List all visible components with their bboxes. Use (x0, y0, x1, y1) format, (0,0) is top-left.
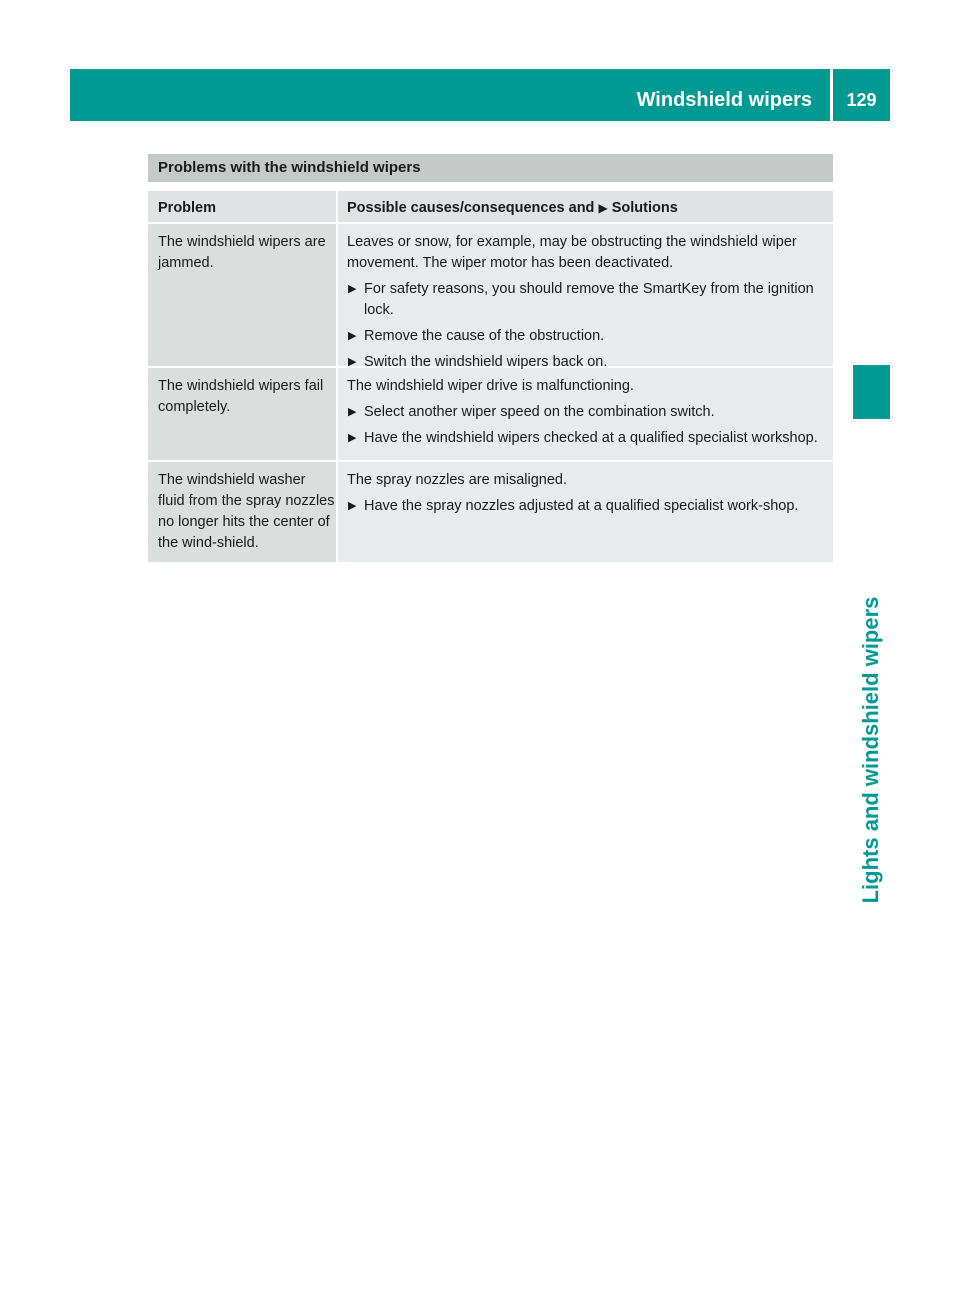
arrow-right-icon: ▶ (348, 406, 357, 418)
header-solutions (336, 191, 833, 222)
step-text: Have the spray nozzles adjusted at a qualified specialist work-shop. (364, 498, 799, 514)
step-text: Select another wiper speed on the combination switch. (364, 404, 715, 420)
table-row (148, 368, 833, 462)
arrow-right-icon: ▶ (598, 201, 608, 215)
step-text: Switch the windshield wipers back on. (364, 354, 608, 370)
step-text: Remove the cause of the obstruction. (364, 328, 605, 344)
cause-text: Leaves or snow, for example, may be obstructing the windshield wiper movement. The wiper motor has been deactivated. (347, 234, 797, 271)
table-row (148, 462, 833, 564)
solution-step (347, 352, 825, 373)
problem-cell: The windshield wipers are jammed. (148, 224, 336, 366)
solution-step (347, 326, 825, 347)
solution-cell (336, 368, 833, 460)
arrow-right-icon: ▶ (348, 330, 357, 342)
problems-table (148, 154, 833, 564)
problem-cell: The windshield washer fluid from the spray nozzles no longer hits the center of the wind-shield. (148, 462, 336, 562)
solution-step (347, 428, 825, 449)
table-title: Problems with the windshield wipers (148, 154, 833, 182)
page-header-bar (70, 69, 890, 121)
table-row (148, 224, 833, 368)
step-text: For safety reasons, you should remove the SmartKey from the ignition lock. (364, 281, 814, 318)
arrow-right-icon: ▶ (348, 500, 357, 512)
problem-cell: The windshield wipers fail completely. (148, 368, 336, 460)
solution-step (347, 279, 825, 321)
arrow-right-icon: ▶ (348, 356, 357, 368)
solution-step (347, 402, 825, 423)
chapter-label: Lights and windshield wipers (858, 596, 883, 904)
chapter-tab-marker (853, 365, 890, 419)
header-solutions-suffix: Solutions (611, 200, 678, 216)
step-text: Have the windshield wipers checked at a qualified specialist workshop. (364, 430, 818, 446)
solution-cell (336, 224, 833, 370)
table-header-row (148, 191, 833, 224)
header-solutions-prefix: Possible causes/consequences and (347, 200, 595, 216)
cause-text: The spray nozzles are misaligned. (347, 472, 568, 488)
section-title: Windshield wipers (636, 89, 812, 111)
solution-step (347, 496, 825, 517)
header-problem: Problem (148, 191, 336, 222)
page-number: 129 (846, 90, 877, 110)
solution-cell (336, 462, 833, 562)
arrow-right-icon: ▶ (348, 283, 357, 295)
arrow-right-icon: ▶ (348, 432, 357, 444)
cause-text: The windshield wiper drive is malfunctioning. (347, 378, 634, 394)
